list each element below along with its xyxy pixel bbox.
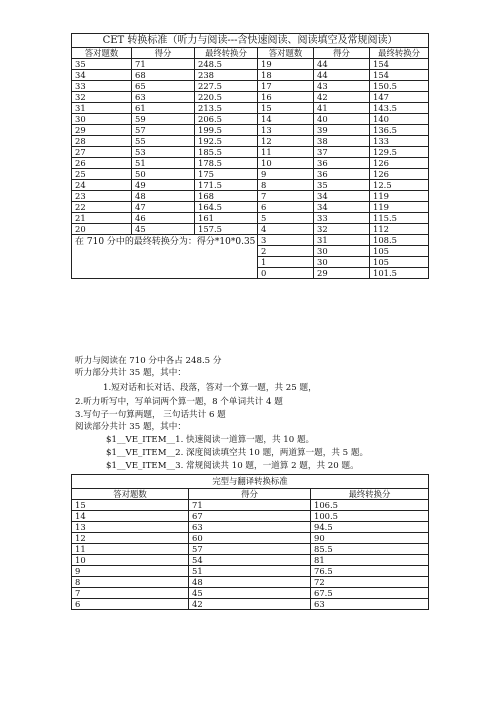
table-cell: 41 xyxy=(314,103,370,114)
table-cell: 106.5 xyxy=(311,500,429,511)
table-cell: 17 xyxy=(258,81,314,92)
table-cell: 126 xyxy=(370,169,429,180)
column-header: 最终转换分 xyxy=(311,489,429,500)
table-cell: 178.5 xyxy=(195,158,258,169)
table-cell: 12 xyxy=(72,533,189,544)
table-cell: 0 xyxy=(258,268,314,279)
table-cell: 30 xyxy=(314,246,370,257)
note-line: $1__VE_ITEM__3. 常规阅读共 10 题，一道算 2 题，共 20 题。 xyxy=(106,461,359,471)
table-cell: 11 xyxy=(72,544,189,555)
table-cell: 168 xyxy=(195,191,258,202)
table-cell: 50 xyxy=(132,169,195,180)
table-cell: 6 xyxy=(72,599,189,610)
table-cell: 147 xyxy=(370,92,429,103)
table-cell: 161 xyxy=(195,213,258,224)
table-cell: 16 xyxy=(258,92,314,103)
table-cell: 171.5 xyxy=(195,180,258,191)
table-row xyxy=(72,566,429,577)
table-row xyxy=(72,81,429,92)
table-cell: 31 xyxy=(72,103,132,114)
table-cell: 33 xyxy=(314,213,370,224)
table-row xyxy=(72,202,429,213)
note-line: 2.听力听写中，写单词两个算一题，8 个单词共计 4 题 xyxy=(75,397,283,407)
table-row xyxy=(72,588,429,599)
table-row xyxy=(72,70,429,81)
table-cell: 72 xyxy=(311,577,429,588)
column-header: 最终转换分 xyxy=(370,48,429,59)
table-cell: 14 xyxy=(72,511,189,522)
table-cell: 71 xyxy=(132,59,195,70)
note-line: $1__VE_ITEM__1. 快速阅读一道算一题，共 10 题。 xyxy=(106,435,315,445)
table-title: 完型与翻译转换标准 xyxy=(72,475,429,489)
table-cell: 9 xyxy=(72,566,189,577)
table-row xyxy=(72,92,429,103)
table-cell: 133 xyxy=(370,136,429,147)
table-cell: 4 xyxy=(258,224,314,235)
table-row xyxy=(72,544,429,555)
table-cell: 67.5 xyxy=(311,588,429,599)
table-cell: 54 xyxy=(189,555,311,566)
table-cell: 248.5 xyxy=(195,59,258,70)
table-cell: 2 xyxy=(258,246,314,257)
column-header: 答对题数 xyxy=(72,489,189,500)
table-cell: 115.5 xyxy=(370,213,429,224)
table-row xyxy=(72,114,429,125)
table-cell: 68 xyxy=(132,70,195,81)
table-row xyxy=(72,213,429,224)
table-cell: 57 xyxy=(189,544,311,555)
table-cell: 7 xyxy=(258,191,314,202)
table-title: CET 转换标准（听力与阅读---含快速阅读、阅读填空及常规阅读） xyxy=(72,34,429,48)
table-cell: 9 xyxy=(258,169,314,180)
table-cell: 100.5 xyxy=(311,511,429,522)
table-row xyxy=(72,555,429,566)
table-cell: 59 xyxy=(132,114,195,125)
table-cell: 15 xyxy=(258,103,314,114)
table-cell: 44 xyxy=(314,70,370,81)
table-cell: 35 xyxy=(314,180,370,191)
table-cell: 101.5 xyxy=(370,268,429,279)
table-cell: 3 xyxy=(258,235,314,246)
table-cell: 65 xyxy=(132,81,195,92)
cloze-translation-table xyxy=(71,474,429,610)
table-cell: 27 xyxy=(72,147,132,158)
table-cell: 7 xyxy=(72,588,189,599)
table-cell: 51 xyxy=(132,158,195,169)
table-cell: 14 xyxy=(258,114,314,125)
table-cell: 25 xyxy=(72,169,132,180)
table-cell: 206.5 xyxy=(195,114,258,125)
table-cell: 154 xyxy=(370,59,429,70)
table-cell: 39 xyxy=(314,125,370,136)
table-cell: 43 xyxy=(314,81,370,92)
table-cell: 105 xyxy=(370,257,429,268)
table-cell: 48 xyxy=(189,577,311,588)
table-row xyxy=(72,500,429,511)
table-cell: 18 xyxy=(258,70,314,81)
table-row xyxy=(72,577,429,588)
table-cell: 108.5 xyxy=(370,235,429,246)
table-cell: 36 xyxy=(314,169,370,180)
table-cell: 29 xyxy=(72,125,132,136)
column-header: 得分 xyxy=(189,489,311,500)
table-cell: 12.5 xyxy=(370,180,429,191)
table-cell: 19 xyxy=(258,59,314,70)
table-cell: 42 xyxy=(314,92,370,103)
note-line: 听力与阅读在 710 分中各占 248.5 分 xyxy=(75,356,222,366)
table-row xyxy=(72,511,429,522)
table-cell: 60 xyxy=(189,533,311,544)
table-cell: 30 xyxy=(72,114,132,125)
table-row xyxy=(72,533,429,544)
table-cell: 44 xyxy=(314,59,370,70)
table-cell: 40 xyxy=(314,114,370,125)
table-cell: 55 xyxy=(132,136,195,147)
table-cell: 67 xyxy=(189,511,311,522)
table-row xyxy=(72,59,429,70)
column-header: 得分 xyxy=(314,48,370,59)
table-cell: 45 xyxy=(132,224,195,235)
table-cell: 32 xyxy=(72,92,132,103)
table-title-row xyxy=(72,475,429,489)
table-cell: 22 xyxy=(72,202,132,213)
table-cell: 20 xyxy=(72,224,132,235)
table-cell: 57 xyxy=(132,125,195,136)
table-cell: 24 xyxy=(72,180,132,191)
table-cell: 46 xyxy=(132,213,195,224)
table-cell: 15 xyxy=(72,500,189,511)
table-cell: 48 xyxy=(132,191,195,202)
table-cell: 63 xyxy=(132,92,195,103)
table-cell: 129.5 xyxy=(370,147,429,158)
table-cell: 37 xyxy=(314,147,370,158)
table-cell: 85.5 xyxy=(311,544,429,555)
table-cell: 35 xyxy=(72,59,132,70)
table-cell: 63 xyxy=(311,599,429,610)
table-row xyxy=(72,136,429,147)
table-cell: 11 xyxy=(258,147,314,158)
column-header: 答对题数 xyxy=(258,48,314,59)
table-row xyxy=(72,147,429,158)
table-cell: 51 xyxy=(189,566,311,577)
table-cell: 140 xyxy=(370,114,429,125)
table-cell: 23 xyxy=(72,191,132,202)
table-cell: 32 xyxy=(314,224,370,235)
table-cell: 12 xyxy=(258,136,314,147)
table-cell: 8 xyxy=(258,180,314,191)
table-cell: 6 xyxy=(258,202,314,213)
table-cell: 33 xyxy=(72,81,132,92)
table-cell: 10 xyxy=(258,158,314,169)
note-line: 阅读部分共计 35 题，其中： xyxy=(75,422,186,432)
table-cell: 47 xyxy=(132,202,195,213)
table-cell: 119 xyxy=(370,202,429,213)
table-cell: 29 xyxy=(314,268,370,279)
table-cell: 143.5 xyxy=(370,103,429,114)
table-cell: 61 xyxy=(132,103,195,114)
table-cell: 30 xyxy=(314,257,370,268)
table-cell: 220.5 xyxy=(195,92,258,103)
table-cell: 10 xyxy=(72,555,189,566)
table-cell: 26 xyxy=(72,158,132,169)
note-line: 3.写句子一句算两题， 三句话共计 6 题 xyxy=(75,410,226,420)
table-cell: 136.5 xyxy=(370,125,429,136)
table-cell: 175 xyxy=(195,169,258,180)
table-cell: 185.5 xyxy=(195,147,258,158)
table-cell: 53 xyxy=(132,147,195,158)
table-title-row xyxy=(72,34,429,48)
table-row xyxy=(72,599,429,610)
table-row xyxy=(72,158,429,169)
table-cell: 38 xyxy=(314,136,370,147)
table-cell: 13 xyxy=(258,125,314,136)
table-row xyxy=(72,169,429,180)
table-row xyxy=(72,522,429,533)
table-cell: 71 xyxy=(189,500,311,511)
column-header: 最终转换分 xyxy=(195,48,258,59)
table-cell: 81 xyxy=(311,555,429,566)
table-cell: 34 xyxy=(314,191,370,202)
table-cell: 42 xyxy=(189,599,311,610)
conversion-note: 在 710 分中的最终转换分为：得分*10*0.35 xyxy=(72,235,258,279)
table-cell: 227.5 xyxy=(195,81,258,92)
table-cell: 36 xyxy=(314,158,370,169)
table-cell: 13 xyxy=(72,522,189,533)
table-cell: 21 xyxy=(72,213,132,224)
table-cell: 5 xyxy=(258,213,314,224)
table-cell: 1 xyxy=(258,257,314,268)
note-line: $1__VE_ITEM__2. 深度阅读填空共 10 题，两道算一题，共 5 题。 xyxy=(106,448,369,458)
column-header: 答对题数 xyxy=(72,48,132,59)
table-cell: 238 xyxy=(195,70,258,81)
column-header: 得分 xyxy=(132,48,195,59)
table-cell: 63 xyxy=(189,522,311,533)
table-row xyxy=(72,235,429,246)
note-line: 1.短对话和长对话、段落，答对一个算一题，共 25 题， xyxy=(103,383,317,393)
table-cell: 192.5 xyxy=(195,136,258,147)
table-cell: 154 xyxy=(370,70,429,81)
table-cell: 150.5 xyxy=(370,81,429,92)
table-cell: 94.5 xyxy=(311,522,429,533)
table-cell: 157.5 xyxy=(195,224,258,235)
table-cell: 49 xyxy=(132,180,195,191)
table-cell: 34 xyxy=(314,202,370,213)
table-cell: 105 xyxy=(370,246,429,257)
cet-conversion-table xyxy=(71,33,429,279)
table-row xyxy=(72,191,429,202)
table-cell: 90 xyxy=(311,533,429,544)
table-cell: 126 xyxy=(370,158,429,169)
table-cell: 213.5 xyxy=(195,103,258,114)
table-cell: 34 xyxy=(72,70,132,81)
table-cell: 31 xyxy=(314,235,370,246)
table-row xyxy=(72,180,429,191)
table-cell: 199.5 xyxy=(195,125,258,136)
table-cell: 28 xyxy=(72,136,132,147)
table-cell: 76.5 xyxy=(311,566,429,577)
table-header-row xyxy=(72,489,429,500)
table-cell: 164.5 xyxy=(195,202,258,213)
table-cell: 112 xyxy=(370,224,429,235)
table-header-row xyxy=(72,48,429,59)
table-row xyxy=(72,103,429,114)
table-cell: 119 xyxy=(370,191,429,202)
table-row xyxy=(72,224,429,235)
note-line: 听力部分共计 35 题，其中： xyxy=(75,368,186,378)
table-cell: 45 xyxy=(189,588,311,599)
table-cell: 8 xyxy=(72,577,189,588)
table-row xyxy=(72,125,429,136)
